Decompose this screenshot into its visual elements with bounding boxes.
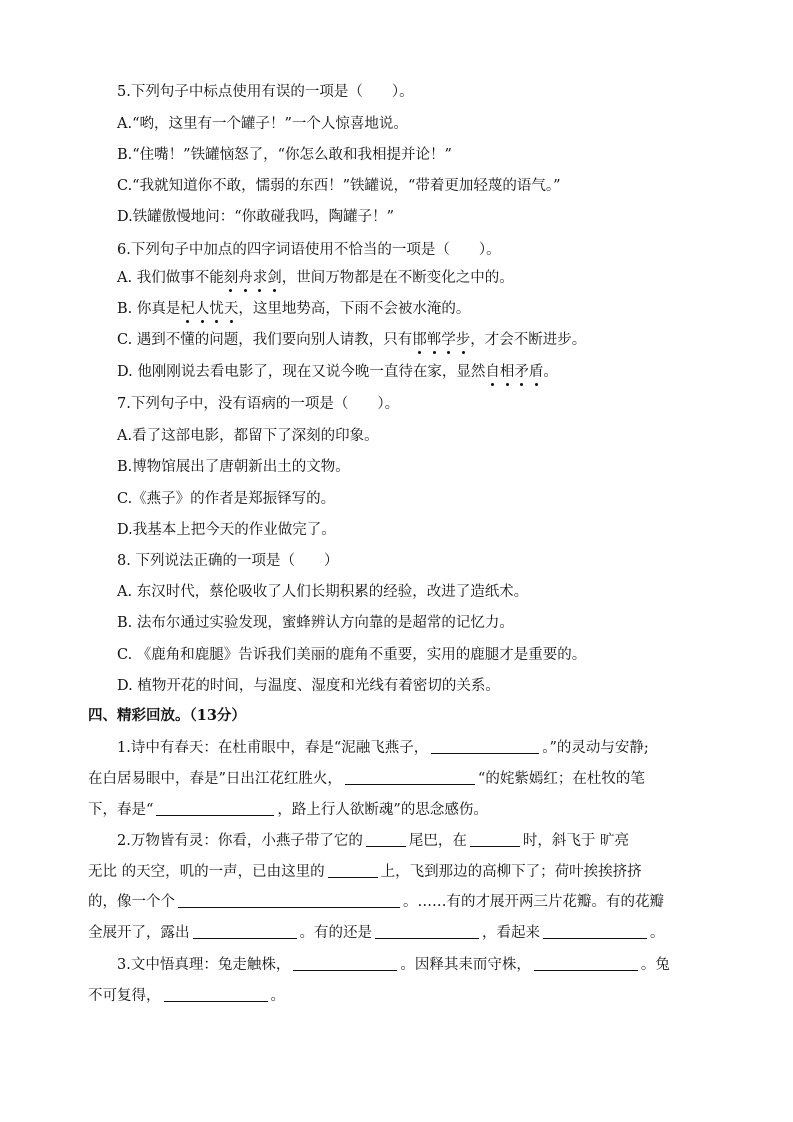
- q6-d-post: 。: [543, 364, 558, 380]
- q8-option-d: D. 植物开花的时间，与温度、湿度和光线有着密切的关系。: [117, 678, 500, 694]
- section4-title: 四、精彩回放。（13分）: [88, 707, 246, 724]
- s4-p3-line1: [117, 955, 670, 975]
- q6-c-pre: C. 遇到不懂的问题，我们要向别人请教，只有: [117, 332, 413, 348]
- q8-option-a: A. 东汉时代，蔡伦吸收了人们长期积累的经验，改进了造纸术。: [117, 584, 529, 600]
- q6-c-dotted-idiom: [412, 332, 470, 348]
- answer-blank[interactable]: [431, 739, 539, 754]
- q5-stem: 5.下列句子中标点使用有误的一项是（ ）。: [117, 84, 414, 100]
- emphasis-dot-char: 刻: [223, 270, 239, 286]
- s4-p2-text: 上，飞到那边的高柳下了；荷叶挨挨挤挤: [380, 864, 642, 880]
- answer-blank[interactable]: [534, 956, 638, 971]
- s4-p2-text: 。: [650, 925, 665, 941]
- answer-blank[interactable]: [193, 924, 297, 939]
- s4-p2-text: 的，像一个个: [88, 894, 175, 910]
- q5-option-a: A.“哟，这里有一个罐子！”一个人惊喜地说。: [117, 116, 408, 132]
- emphasis-dot-char: 学: [441, 332, 456, 348]
- s4-p1-line1: [117, 738, 649, 758]
- s4-p2-text: 2.万物皆有灵：你看，小燕子带了它的: [117, 833, 363, 849]
- emphasis-dot-char: 人: [194, 301, 210, 317]
- s4-p1-text: 在白居易眼中，春是”日出江花红胜火，: [88, 771, 342, 787]
- q6-stem: 6.下列句子中加点的四字词语使用不恰当的一项是（ ）。: [117, 242, 501, 258]
- s4-p1-text: 1.诗中有春天：在杜甫眼中，春是“泥融飞燕子，: [117, 740, 429, 756]
- s4-p2-text: 时，斜飞于 旷亮: [522, 833, 629, 849]
- emphasis-dot-char: 自: [485, 364, 500, 380]
- q6-option-c: [117, 330, 586, 350]
- q6-d-pre: D. 他刚刚说去看电影了，现在又说今晚一直待在家，显然: [117, 364, 486, 380]
- answer-blank[interactable]: [156, 801, 274, 816]
- s4-p3-text: 。兔: [640, 957, 670, 973]
- q5-option-d: D.铁罐傲慢地问：“你敢碰我吗，陶罐子！”: [117, 209, 395, 225]
- s4-p3-text: 不可复得，: [88, 988, 161, 1004]
- q6-option-a: [117, 268, 514, 288]
- emphasis-dot-char: 剑: [267, 270, 282, 286]
- emphasis-dot-char: 盾: [528, 364, 544, 380]
- q5-option-c: C.“我就知道你不敢，懦弱的东西！”铁罐说，“带着更加轻蔑的语气。”: [117, 178, 561, 194]
- s4-p1-text: 下，春是“: [88, 802, 154, 818]
- answer-blank[interactable]: [164, 987, 268, 1002]
- s4-p1-line2: [88, 769, 645, 789]
- s4-p3-text: 。因释其耒而守株，: [400, 957, 531, 973]
- emphasis-dot-char: 相: [499, 364, 515, 380]
- emphasis-dot-char: 步: [455, 332, 471, 348]
- q7-stem: 7.下列句子中，没有语病的一项是（ ）。: [117, 396, 400, 412]
- s4-p3-line2: [88, 986, 285, 1006]
- s4-p2-line1: [117, 831, 629, 851]
- emphasis-dot-char: 忧: [209, 301, 224, 317]
- q6-d-dotted-idiom: [485, 364, 543, 380]
- answer-blank[interactable]: [543, 924, 647, 939]
- q6-option-d: [117, 362, 558, 382]
- q6-b-post: ，这里地势高，下雨不会被水淹的。: [238, 301, 471, 317]
- q6-b-dotted-idiom: [180, 301, 238, 317]
- q7-option-c: C.《燕子》的作者是郑振铎写的。: [117, 491, 336, 507]
- s4-p2-text: 。……有的才展开两三片花瓣。有的花瓣: [403, 894, 664, 910]
- answer-blank[interactable]: [470, 832, 520, 847]
- answer-blank[interactable]: [328, 863, 378, 878]
- s4-p2-line3: [88, 892, 664, 912]
- s4-p2-text: ，看起来: [482, 925, 540, 941]
- s4-p2-text: 无比 的天空，叽的一声，已由这里的: [88, 864, 325, 880]
- q8-option-c: C. 《鹿角和鹿腿》告诉我们美丽的鹿角不重要，实用的鹿腿才是重要的。: [117, 647, 587, 663]
- s4-p2-line4: [88, 923, 665, 943]
- emphasis-dot-char: 杞: [180, 301, 195, 317]
- emphasis-dot-char: 天: [223, 301, 239, 317]
- emphasis-dot-char: 舟: [238, 270, 253, 286]
- s4-p1-text: 。”的灵动与安静;: [542, 740, 649, 756]
- q6-c-post: ，才会不断进步。: [470, 332, 587, 348]
- s4-p3-text: 。: [270, 988, 285, 1004]
- q6-option-b: [117, 299, 470, 319]
- q6-a-dotted-idiom: [224, 270, 282, 286]
- q5-option-b: B.“住嘴！”铁罐恼怒了，“你怎么敢和我相提并论！”: [117, 147, 452, 163]
- answer-blank[interactable]: [345, 770, 475, 785]
- s4-p2-line2: [88, 862, 642, 882]
- emphasis-dot-char: 邯: [412, 332, 427, 348]
- s4-p3-text: 3.文中悟真理：兔走触株，: [117, 957, 291, 973]
- s4-p2-text: 全展开了，露出: [88, 925, 190, 941]
- q6-a-pre: A. 我们做事不能: [117, 270, 224, 286]
- q8-option-b: B. 法布尔通过实验发现，蜜蜂辨认方向靠的是超常的记忆力。: [117, 615, 514, 631]
- s4-p2-text: 尾巴，在: [408, 833, 467, 849]
- q6-a-post: ，世间万物都是在不断变化之中的。: [281, 270, 514, 286]
- emphasis-dot-char: 求: [252, 270, 268, 286]
- q8-stem: 8. 下列说法正确的一项是（ ）: [117, 553, 339, 569]
- answer-blank[interactable]: [178, 893, 400, 908]
- q7-option-b: B.博物馆展出了唐朝新出土的文物。: [117, 459, 350, 475]
- q7-option-d: D.我基本上把今天的作业做完了。: [117, 522, 336, 538]
- s4-p1-line3: [88, 800, 488, 820]
- q6-b-pre: B. 你真是: [117, 301, 181, 317]
- answer-blank[interactable]: [366, 832, 406, 847]
- answer-blank[interactable]: [375, 924, 479, 939]
- s4-p2-text: 。有的还是: [299, 925, 372, 941]
- emphasis-dot-char: 矛: [514, 364, 529, 380]
- emphasis-dot-char: 郸: [426, 332, 442, 348]
- s4-p1-text: ，路上行人欲断魂”的思念感伤。: [277, 802, 488, 818]
- q7-option-a: A.看了这部电影，都留下了深刻的印象。: [117, 428, 379, 444]
- answer-blank[interactable]: [293, 956, 397, 971]
- s4-p1-text: “的姹紫嫣红；在杜牧的笔: [477, 771, 645, 787]
